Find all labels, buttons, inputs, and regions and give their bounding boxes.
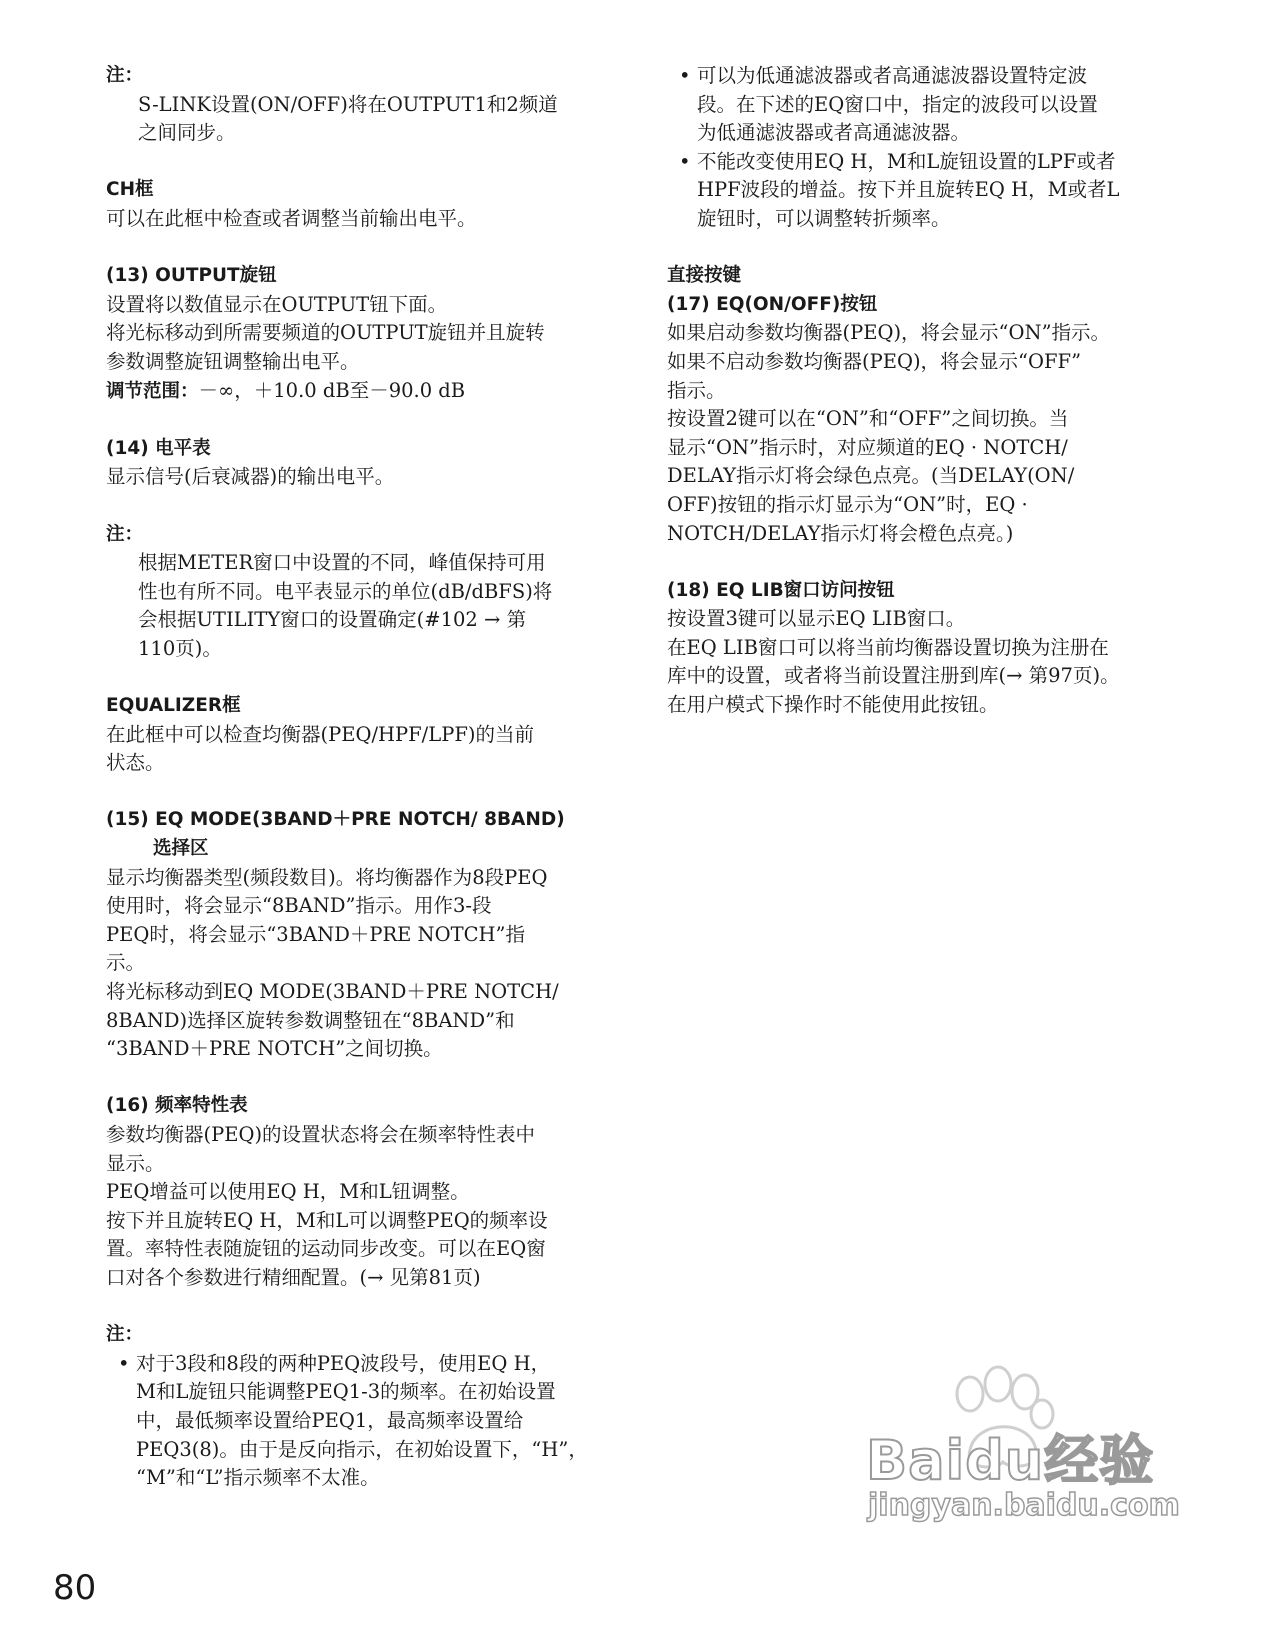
text-line: 如果不启动参数均衡器(PEQ)，将会显示“OFF” bbox=[667, 349, 1082, 373]
text-line: 参数均衡器(PEQ)的设置状态将会在频率特性表中 bbox=[106, 1122, 536, 1146]
section-heading-13: (13) OUTPUT旋钮 bbox=[106, 265, 277, 287]
text-line: PEQ时，将会显示“3BAND＋PRE NOTCH”指 bbox=[106, 922, 526, 946]
text-line: 根据METER窗口中设置的不同，峰值保持可用 bbox=[138, 551, 546, 575]
text-line: 旋钮时，可以调整转折频率。 bbox=[697, 206, 951, 230]
text-line: 显示均衡器类型(频段数目)。将均衡器作为8段PEQ bbox=[106, 865, 548, 889]
text-line: 如果启动参数均衡器(PEQ)，将会显示“ON”指示。 bbox=[667, 321, 1111, 345]
section-heading-direct-keys: 直接按键 bbox=[667, 265, 742, 287]
note-text bbox=[106, 549, 606, 663]
text-line: 显示。 bbox=[106, 1151, 165, 1175]
text-line: 置。率特性表随旋钮的运动同步改变。可以在EQ窗 bbox=[106, 1237, 546, 1261]
section-heading-14: (14) 电平表 bbox=[106, 437, 211, 459]
text-line: • 对于3段和8段的两种PEQ波段号，使用EQ H， bbox=[136, 1351, 551, 1375]
text-line: 按下并且旋转EQ H，M和L可以调整PEQ的频率设 bbox=[106, 1208, 548, 1232]
text-line: 按设置3键可以显示EQ LIB窗口。 bbox=[667, 607, 966, 631]
text-line: 将光标移动到EQ MODE(3BAND＋PRE NOTCH/ bbox=[106, 980, 559, 1003]
text-line: • 不能改变使用EQ H，M和L旋钮设置的LPF或者 bbox=[697, 149, 1116, 173]
section-heading-ch: CH框 bbox=[106, 179, 154, 201]
section-heading-17: (17) EQ(ON/OFF)按钮 bbox=[667, 293, 878, 315]
text-line: 指示。 bbox=[667, 378, 726, 402]
text-line: PEQ增益可以使用EQ H，M和L钮调整。 bbox=[106, 1180, 470, 1204]
text-line: PEQ3(8)。由于是反向指示，在初始设置下，“H”， bbox=[136, 1437, 588, 1461]
text-line: 中，最低频率设置给PEQ1，最高频率设置给 bbox=[136, 1408, 524, 1432]
text-line: • 可以为低通滤波器或者高通滤波器设置特定波 bbox=[697, 64, 1088, 87]
left-column bbox=[106, 62, 606, 1493]
text-line: 段。在下述的EQ窗口中，指定的波段可以设置 bbox=[697, 92, 1098, 116]
text-line: 在EQ LIB窗口可以将当前均衡器设置切换为注册在 bbox=[667, 635, 1109, 659]
text-line: S-LINK设置(ON/OFF)将在OUTPUT1和2频道 bbox=[138, 92, 558, 116]
text-line: 性也有所不同。电平表显示的单位(dB/dBFS)将 bbox=[138, 579, 553, 603]
section-heading-15: (15) EQ MODE(3BAND＋PRE NOTCH/ 8BAND) bbox=[106, 809, 565, 831]
bullet-item bbox=[667, 62, 1197, 148]
range-value: －∞，＋10.0 dB至－90.0 dB bbox=[198, 378, 466, 402]
note-label: 注： bbox=[106, 65, 144, 86]
page-number: 80 bbox=[53, 1568, 97, 1608]
text-line: 口对各个参数进行精细配置。(→ 见第81页) bbox=[106, 1265, 481, 1289]
note-label: 注： bbox=[106, 523, 144, 545]
section-heading-equalizer: EQUALIZER框 bbox=[106, 695, 241, 717]
text-line: 显示“ON”指示时，对应频道的EQ · NOTCH/ bbox=[667, 435, 1068, 459]
text-line: OFF)按钮的指示灯显示为“ON”时，EQ · bbox=[667, 492, 1028, 516]
text-line: “M”和“L”指示频率不太准。 bbox=[136, 1466, 380, 1490]
text-line: 将光标移动到所需要频道的OUTPUT旋钮并且旋转 bbox=[106, 321, 545, 345]
text-line: 在此框中可以检查均衡器(PEQ/HPF/LPF)的当前 bbox=[106, 722, 534, 746]
text-line: 使用时，将会显示“8BAND”指示。用作3-段 bbox=[106, 894, 492, 918]
section-heading-16: (16) 频率特性表 bbox=[106, 1095, 248, 1117]
text-line: 状态。 bbox=[106, 751, 165, 775]
text-line: NOTCH/DELAY指示灯将会橙色点亮。) bbox=[667, 521, 1014, 545]
text-line: 110页)。 bbox=[138, 636, 222, 660]
bullet-item bbox=[667, 148, 1197, 234]
right-column bbox=[667, 62, 1197, 720]
range-line bbox=[106, 377, 606, 407]
text-line: 会根据UTILITY窗口的设置确定(#102 → 第 bbox=[138, 608, 527, 632]
note-label: 注： bbox=[106, 1324, 144, 1346]
text-line: 设置将以数值显示在OUTPUT钮下面。 bbox=[106, 292, 448, 316]
text-line: 显示信号(后衰减器)的输出电平。 bbox=[106, 465, 395, 489]
text-line: 之间同步。 bbox=[138, 121, 236, 145]
text-line: 可以在此框中检查或者调整当前输出电平。 bbox=[106, 206, 477, 230]
text-line: 在用户模式下操作时不能使用此按钮。 bbox=[667, 693, 999, 717]
text-line: 示。 bbox=[106, 951, 146, 975]
watermark-brand: Baidu经验 bbox=[866, 1429, 1155, 1492]
bullet-item bbox=[106, 1350, 606, 1493]
text-line: 库中的设置，或者将当前设置注册到库(→ 第97页)。 bbox=[667, 664, 1120, 688]
section-heading-15-cont: 选择区 bbox=[153, 838, 209, 860]
text-line: M和L旋钮只能调整PEQ1-3的频率。在初始设置 bbox=[136, 1380, 556, 1404]
note-text bbox=[106, 91, 606, 148]
section-heading-18: (18) EQ LIB窗口访问按钮 bbox=[667, 579, 895, 601]
text-line: HPF波段的增益。按下并且旋转EQ H，M或者L bbox=[697, 178, 1120, 202]
text-line: DELAY指示灯将会绿色点亮。(当DELAY(ON/ bbox=[667, 464, 1075, 488]
text-line: 为低通滤波器或者高通滤波器。 bbox=[697, 121, 971, 145]
text-line: 参数调整旋钮调整输出电平。 bbox=[106, 349, 360, 373]
watermark-url: jingyan.baidu.com bbox=[868, 1488, 1180, 1523]
text-line: 8BAND)选择区旋转参数调整钮在“8BAND”和 bbox=[106, 1008, 515, 1032]
text-line: 按设置2键可以在“ON”和“OFF”之间切换。当 bbox=[667, 407, 1069, 431]
range-label: 调节范围： bbox=[106, 380, 199, 402]
text-line: “3BAND＋PRE NOTCH”之间切换。 bbox=[106, 1037, 443, 1061]
